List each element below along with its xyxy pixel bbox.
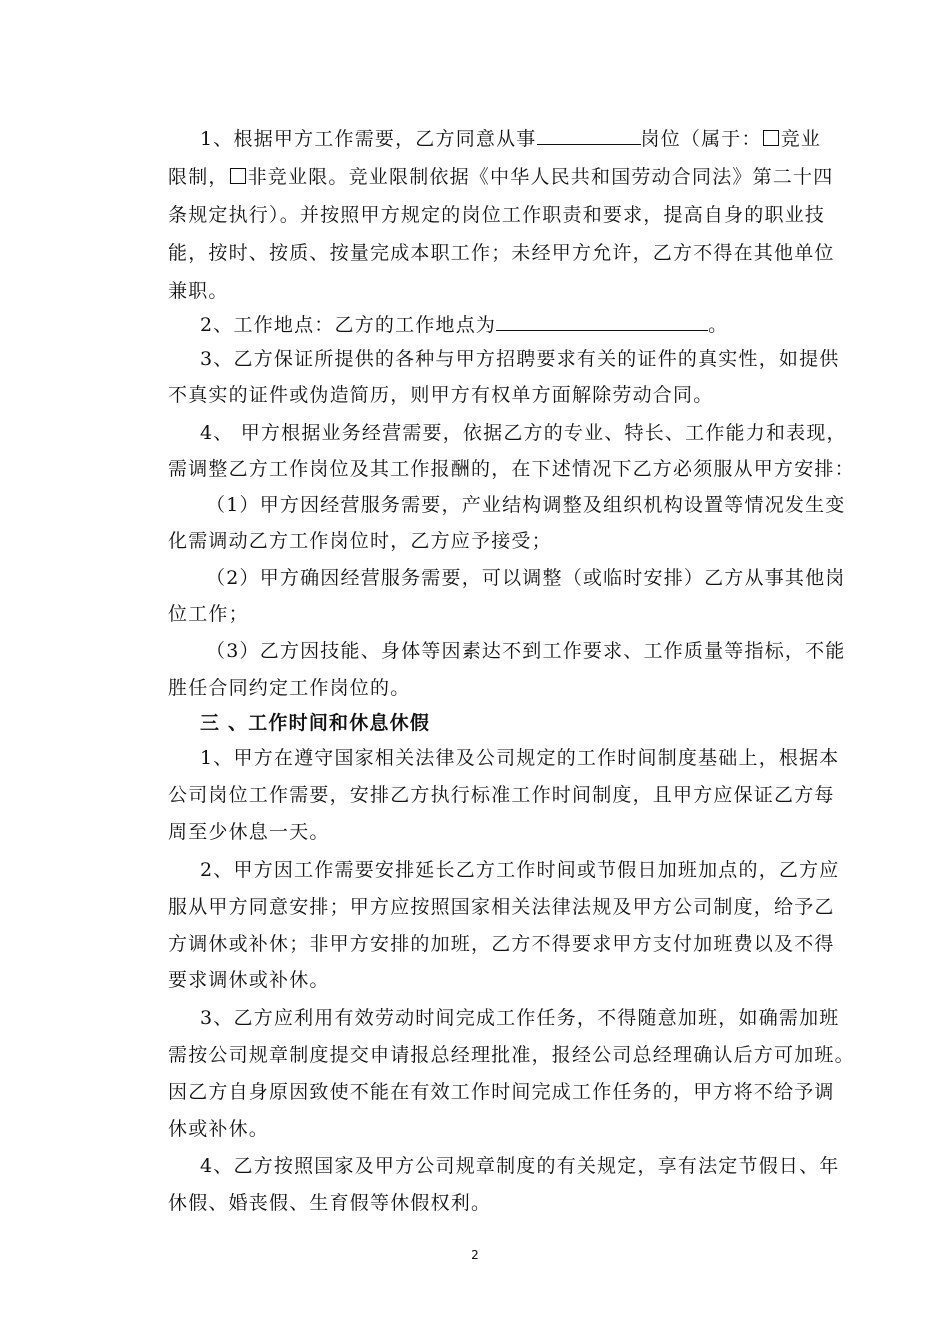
paragraph-line: 兼职。 — [168, 280, 229, 302]
paragraph-line: 胜任合同约定工作岗位的。 — [168, 677, 411, 699]
paragraph-line: 公司岗位工作需要，安排乙方执行标准工作时间制度，且甲方应保证乙方每 — [168, 784, 835, 806]
paragraph-line: 服从甲方同意安排；甲方应按照国家相关法律法规及甲方公司制度，给予乙 — [168, 896, 835, 918]
paragraph-line: 要求调休或补休。 — [168, 969, 330, 991]
paragraph-line: 2、甲方因工作需要安排延长乙方工作时间或节假日加班加点的，乙方应 — [200, 859, 840, 881]
paragraph-line: （2）甲方确因经营服务需要，可以调整（或临时安排）乙方从事其他岗 — [206, 567, 846, 589]
paragraph-line: 1、甲方在遵守国家相关法律及公司规定的工作时间制度基础上，根据本 — [200, 747, 840, 769]
paragraph-line: 4、乙方按照国家及甲方公司规章制度的有关规定，享有法定节假日、年 — [200, 1155, 840, 1177]
clause-2-2-line: 2、工作地点：乙方的工作地点为 。 — [200, 310, 808, 340]
paragraph-line: 能，按时、按质、按量完成本职工作；未经甲方允许，乙方不得在其他单位 — [168, 242, 835, 264]
paragraph-line: 休或补休。 — [168, 1118, 270, 1140]
competition-restricted-checkbox — [763, 130, 779, 146]
paragraph-line: 不真实的证件或伪造简历，则甲方有权单方面解除劳动合同。 — [168, 384, 714, 406]
paragraph-line: 化需调动乙方工作岗位时，乙方应予接受； — [168, 530, 552, 552]
paragraph-line: 位工作； — [168, 603, 249, 625]
paragraph-line: （1）甲方因经营服务需要，产业结构调整及组织机构设置等情况发生变 — [206, 494, 846, 516]
page-number: 2 — [471, 1248, 479, 1262]
paragraph-line: 条规定执行）。并按照甲方规定的岗位工作职责和要求，提高自身的职业技 — [168, 204, 826, 226]
paragraph-line: 3、乙方应利用有效劳动时间完成工作任务，不得随意加班，如确需加班 — [200, 1007, 840, 1029]
paragraph-line: 4、 甲方根据业务经营需要，依据乙方的专业、特长、工作能力和表现， — [200, 422, 847, 444]
work-location-blank — [496, 310, 708, 331]
paragraph-line: 3、乙方保证所提供的各种与甲方招聘要求有关的证件的真实性，如提供 — [200, 348, 840, 370]
paragraph-line: 方调休或补休；非甲方安排的加班，乙方不得要求甲方支付加班费以及不得 — [168, 933, 835, 955]
paragraph-line: 因乙方自身原因致使不能在有效工作时间完成工作任务的，甲方将不给予调 — [168, 1081, 835, 1103]
paragraph-line: 需按公司规章制度提交申请报总经理批准，报经公司总经理确认后方可加班。 — [168, 1044, 855, 1066]
paragraph-line: 休假、婚丧假、生育假等休假权利。 — [168, 1192, 492, 1214]
position-blank — [537, 124, 641, 145]
paragraph-line: 周至少休息一天。 — [168, 821, 330, 843]
clause-2-1-line-2: 限制， 非竞业限。竞业限制依据《中华人民共和国劳动合同法》第二十四 — [168, 166, 834, 188]
paragraph-line: （3）乙方因技能、身体等因素达不到工作要求、工作质量等指标，不能 — [206, 640, 846, 662]
paragraph-line: 需调整乙方工作岗位及其工作报酬的，在下述情况下乙方必须服从甲方安排： — [168, 458, 855, 480]
clause-2-1-line-1: 1、根据甲方工作需要，乙方同意从事 岗位（属于： 竞业 — [200, 124, 808, 154]
non-competition-checkbox — [230, 168, 246, 184]
section-heading: 三 、工作时间和休息休假 — [200, 712, 431, 734]
